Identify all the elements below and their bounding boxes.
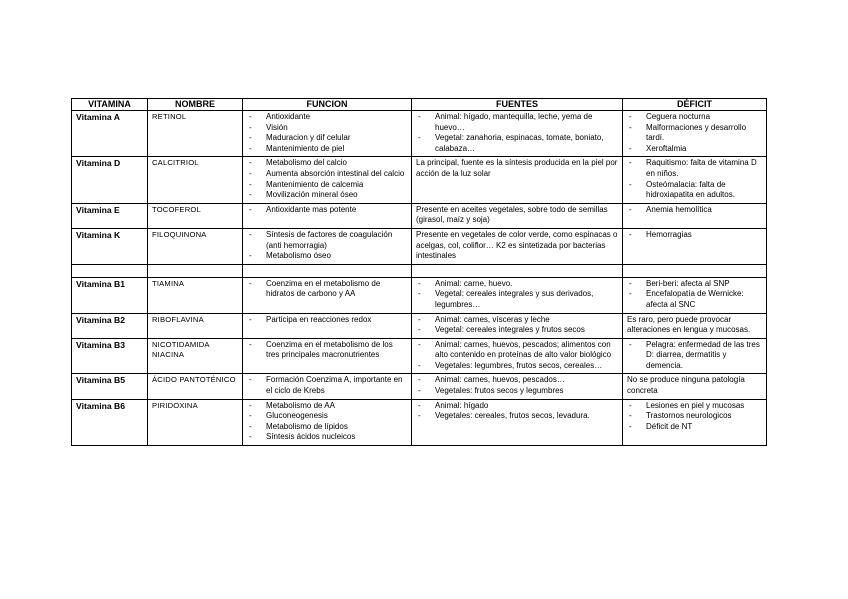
function-cell xyxy=(243,277,412,313)
table-row xyxy=(72,338,767,374)
vitamin-cell: Vitamina B3 xyxy=(72,338,148,374)
function-cell xyxy=(243,111,412,157)
list-item: - Encefalopatía de Wernicke: afecta al SNC xyxy=(627,289,762,310)
vitamin-cell: Vitamina E xyxy=(72,203,148,228)
list-item: - Ceguera nocturna xyxy=(627,112,762,123)
list-item: - Vegetal: cereales integrales y sus derivados, legumbres… xyxy=(416,289,618,310)
list-item: - Síntesis ácidos nucleicos xyxy=(247,432,407,443)
list-item: - Metabolismo de lípidos xyxy=(247,422,407,433)
list-item: - Beri-beri: afecta al SNP xyxy=(627,279,762,290)
table-row xyxy=(72,157,767,203)
list-item: - Metabolismo del calcio xyxy=(247,158,407,169)
name-cell: NICOTIDAMIDA NIACINA xyxy=(148,338,243,374)
list-item: - Malformaciones y desarrollo tardí. xyxy=(627,123,762,144)
deficit-cell xyxy=(623,203,767,228)
header-vitamina: VITAMINA xyxy=(72,99,148,111)
empty-cell xyxy=(412,264,623,277)
deficit-cell xyxy=(623,111,767,157)
list-item: - Antioxidante xyxy=(247,112,407,123)
list-item: - Déficit de NT xyxy=(627,422,762,433)
list-item: - Metabolismo de AA xyxy=(247,401,407,412)
empty-cell xyxy=(148,264,243,277)
list-item: - Osteómalacia: falta de hidroxiapatita en adultos. xyxy=(627,180,762,201)
list-item: - Animal: carnes, huevos, pescados… xyxy=(416,375,618,386)
function-cell xyxy=(243,203,412,228)
list-item: - Animal: hígado, mantequilla, leche, yema de huevo… xyxy=(416,112,618,133)
list-item: - Animal: carnes, vísceras y leche xyxy=(416,315,618,326)
empty-row xyxy=(72,264,767,277)
list-item: - Xeroftalmia xyxy=(627,144,762,155)
deficit-cell: Es raro, pero puede provocar alteraciones en lengua y mucosas. xyxy=(623,313,767,338)
function-cell xyxy=(243,399,412,445)
table-row xyxy=(72,228,767,264)
list-item: - Vegetales: frutos secos y legumbres xyxy=(416,386,618,397)
list-item: - Vegetales: cereales, frutos secos, levadura. xyxy=(416,411,618,422)
header-nombre: NOMBRE xyxy=(148,99,243,111)
deficit-cell xyxy=(623,228,767,264)
function-cell xyxy=(243,313,412,338)
list-item: - Coenzima en el metabolismo de hidratos de carbono y AA xyxy=(247,279,407,300)
vitamin-cell: Vitamina B2 xyxy=(72,313,148,338)
function-cell xyxy=(243,374,412,399)
sources-cell xyxy=(412,313,623,338)
vitamin-cell: Vitamina K xyxy=(72,228,148,264)
deficit-cell xyxy=(623,157,767,203)
list-item: - Maduracion y dif celular xyxy=(247,133,407,144)
list-item: - Animal: carne, huevo. xyxy=(416,279,618,290)
function-cell xyxy=(243,228,412,264)
list-item: - Animal: carnes, huevos, pescados; alimentos con alto contenido en proteínas de alto valor biológico xyxy=(416,340,618,361)
sources-cell xyxy=(412,399,623,445)
table-row xyxy=(72,313,767,338)
sources-cell xyxy=(412,374,623,399)
header-deficit: DÉFICIT xyxy=(623,99,767,111)
deficit-cell xyxy=(623,399,767,445)
list-item: - Raquitismo: falta de vitamina D en niños. xyxy=(627,158,762,179)
list-item: - Anemia hemolítica xyxy=(627,205,762,216)
table-row xyxy=(72,399,767,445)
list-item: - Gluconeogenesis xyxy=(247,411,407,422)
list-item: - Aumenta absorción intestinal del calcio xyxy=(247,169,407,180)
list-item: - Mantenimiento de piel xyxy=(247,144,407,155)
name-cell: TIAMINA xyxy=(148,277,243,313)
empty-cell xyxy=(243,264,412,277)
name-cell: CALCITRIOL xyxy=(148,157,243,203)
sources-cell xyxy=(412,338,623,374)
sources-cell xyxy=(412,111,623,157)
table-row xyxy=(72,111,767,157)
list-item: - Hemorragias xyxy=(627,230,762,241)
header-funcion: FUNCION xyxy=(243,99,412,111)
vitamin-cell: Vitamina D xyxy=(72,157,148,203)
name-cell: ÁCIDO PANTOTÉNICO xyxy=(148,374,243,399)
list-item: - Visión xyxy=(247,123,407,134)
vitamins-table xyxy=(71,98,767,446)
list-item: - Trastornos neurologicos xyxy=(627,411,762,422)
list-item: - Participa en reacciones redox xyxy=(247,315,407,326)
list-item: - Antioxidante mas potente xyxy=(247,205,407,216)
sources-cell: La principal, fuente es la síntesis producida en la piel por acción de la luz solar xyxy=(412,157,623,203)
name-cell: TOCOFEROL xyxy=(148,203,243,228)
vitamin-cell: Vitamina A xyxy=(72,111,148,157)
empty-cell xyxy=(623,264,767,277)
list-item: - Mantenimiento de calcemia xyxy=(247,180,407,191)
deficit-cell: No se produce ninguna patología concreta xyxy=(623,374,767,399)
vitamin-cell: Vitamina B5 xyxy=(72,374,148,399)
sources-cell: Presente en vegetales de color verde, como espinacas o acelgas, col, coliflor… K2 es sintetizada por bacterias intestinales xyxy=(412,228,623,264)
list-item: - Vegetales: legumbres, frutos secos, cereales… xyxy=(416,361,618,372)
name-cell: RIBOFLAVINA xyxy=(148,313,243,338)
list-item: - Metabolismo óseo xyxy=(247,251,407,262)
list-item: - Coenzima en el metabolismo de los tres principales macronutrientes xyxy=(247,340,407,361)
deficit-cell xyxy=(623,338,767,374)
name-cell: RETINOL xyxy=(148,111,243,157)
name-cell: PIRIDOXINA xyxy=(148,399,243,445)
name-cell: FILOQUINONA xyxy=(148,228,243,264)
list-item: - Animal: hígado xyxy=(416,401,618,412)
sources-cell xyxy=(412,277,623,313)
function-cell xyxy=(243,338,412,374)
empty-cell xyxy=(72,264,148,277)
list-item: - Lesiones en piel y mucosas xyxy=(627,401,762,412)
list-item: - Formación Coenzima A, importante en el ciclo de Krebs xyxy=(247,375,407,396)
function-cell xyxy=(243,157,412,203)
list-item: - Movilización mineral óseo xyxy=(247,190,407,201)
deficit-cell xyxy=(623,277,767,313)
table-row xyxy=(72,277,767,313)
header-fuentes: FUENTES xyxy=(412,99,623,111)
list-item: - Vegetal: cereales integrales y frutos secos xyxy=(416,325,618,336)
table-header-row xyxy=(72,99,767,111)
list-item: - Vegetal: zanahoria, espinacas, tomate, boniato, calabaza… xyxy=(416,133,618,154)
vitamin-cell: Vitamina B1 xyxy=(72,277,148,313)
table-row xyxy=(72,203,767,228)
list-item: - Pelagra: enfermedad de las tres D: diarrea, dermatitis y demencia. xyxy=(627,340,762,372)
table-row xyxy=(72,374,767,399)
vitamin-cell: Vitamina B6 xyxy=(72,399,148,445)
sources-cell: Presente en aceites vegetales, sobre todo de semillas (girasol, maíz y soja) xyxy=(412,203,623,228)
list-item: - Síntesis de factores de coagulación (anti hemorragia) xyxy=(247,230,407,251)
